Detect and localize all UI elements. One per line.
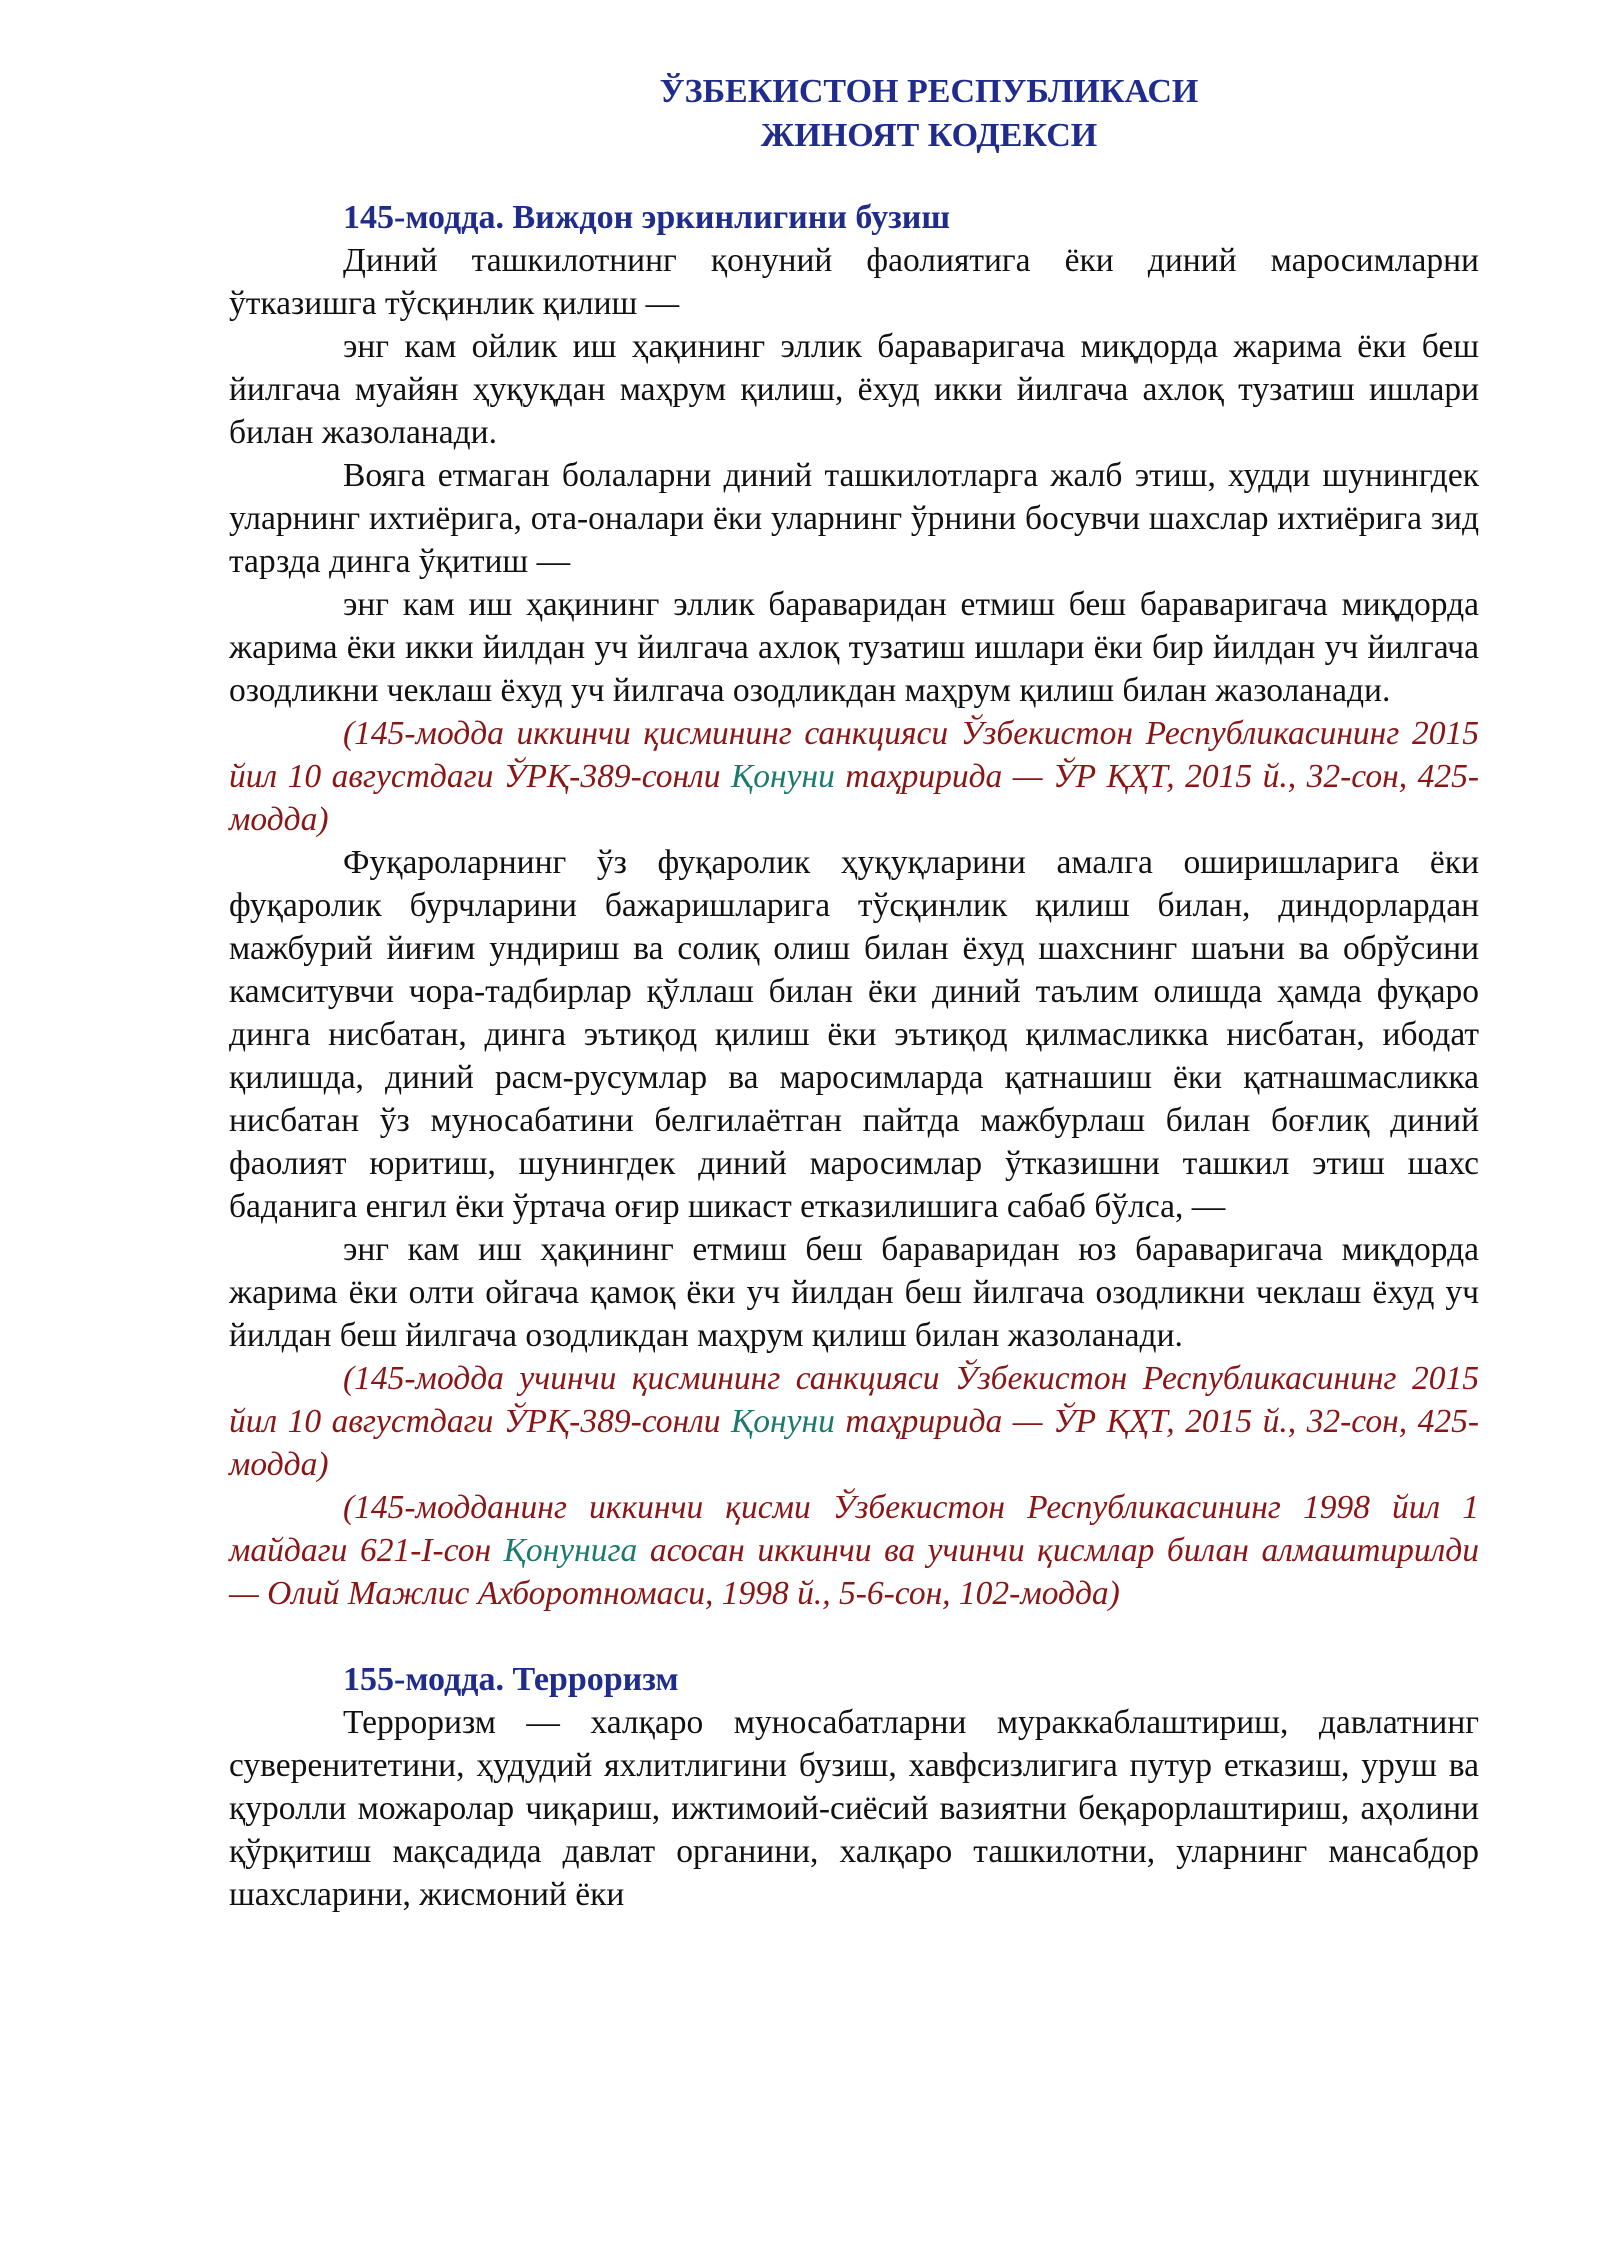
amendment-note-1 — [229, 712, 1479, 841]
amendment-note-2-text-before: (145-модда учинчи қисмининг санкцияси Ўзбекистон Республикасининг 2015 йил 10 августдаги ЎРҚ-389-сонли — [229, 1360, 1479, 1440]
document-title-line-1: ЎЗБЕКИСТОН РЕСПУБЛИКАСИ — [659, 73, 1199, 110]
article-145-penalty-3: энг кам иш ҳақининг етмиш беш бараваридан юз баравaригача миқдорда жарима ёки олти ойгача қамоқ ёки уч йилдан беш йилгача озодликни чеклаш ёхуд уч йилдан беш йилгача озодликдан маҳрум қилиш билан жазоланади. — [229, 1231, 1479, 1354]
article-155 — [229, 1658, 1479, 1916]
amendment-note-3 — [229, 1486, 1479, 1615]
law-link-2[interactable]: Қонуни — [731, 1403, 835, 1440]
document-title — [229, 70, 1479, 158]
article-145-paragraph-1: Диний ташкилотнинг қонуний фаолиятига ёки диний маросимларни ўтказишга тўсқинлик қилиш — — [229, 242, 1479, 322]
amendment-note-1-text-after: таҳририда — ЎР ҚҲТ, 2015 й., 32-сон, 425-модда) — [229, 758, 1479, 838]
article-145-paragraph-2: Вояга етмаган болаларни диний ташкилотларга жалб этиш, худди шунингдек уларнинг ихтиёрига, ота-оналари ёки уларнинг ўрнини босувчи шахслар ихтиёрига зид тарзда динга ўқитиш — — [229, 457, 1479, 580]
amendment-note-3-text-before: (145-модданинг иккинчи қисми Ўзбекистон Республикасининг 1998 йил 1 майдаги 621-I-сон — [229, 1489, 1479, 1569]
amendment-note-2 — [229, 1357, 1479, 1486]
article-155-heading: 155-модда. Терроризм — [343, 1661, 679, 1698]
law-link-3[interactable]: Қонунига — [503, 1532, 638, 1569]
amendment-note-3-text-after: асосан иккинчи ва учинчи қисмлар билан алмаштирилди — Олий Мажлис Ахборотномаси, 1998 й., 5-6-сон, 102-модда) — [229, 1532, 1479, 1612]
amendment-note-2-text-after: таҳририда — ЎР ҚҲТ, 2015 й., 32-сон, 425-модда) — [229, 1403, 1479, 1483]
article-145 — [229, 196, 1479, 1615]
article-155-paragraph-1: Терроризм — халқаро муносабатларни мураккаблаштириш, давлатнинг суверенитетини, ҳудудий яхлитлигини бузиш, хавфсизлигига путур етказиш, уруш ва қуролли можаролар чиқариш, ижтимоий-сиёсий вазиятни беқарорлаштириш, аҳолини қўрқитиш мақсадида давлат органини, халқаро ташкилотни, уларнинг мансабдор шахсларини, жисмоний ёки — [229, 1704, 1479, 1913]
amendment-note-1-text-before: (145-модда иккинчи қисмининг санкцияси Ўзбекистон Республикасининг 2015 йил 10 августдаги ЎРҚ-389-сонли — [229, 715, 1479, 795]
article-145-paragraph-3: Фуқароларнинг ўз фуқаролик ҳуқуқларини амалга оширишларига ёки фуқаролик бурчларини бажаришларига тўсқинлик қилиш билан, диндорлардан мажбурий йиғим ундириш ва солиқ олиш билан ёхуд шахснинг шаъни ва обрўсини камситувчи чора-тадбирлар қўллаш билан ёки диний таълим олишда ҳамда фуқаро динга нисбатан, динга эътиқод қилиш ёки эътиқод қилмасликка нисбатан, ибодат қилишда, диний расм-русумлар ва маросимларда қатнашиш ёки қатнашмасликка нисбатан ўз муносабатини белгилаётган пайтда мажбурлаш билан боғлиқ диний фаолият юритиш, шунингдек диний маросимлар ўтказишни ташкил этиш шахс баданига енгил ёки ўртача оғир шикаст етказилишига сабаб бўлса, — — [229, 844, 1479, 1225]
law-link-1[interactable]: Қонуни — [731, 758, 835, 795]
article-145-penalty-1: энг кам ойлик иш ҳақининг эллик баравaригача миқдорда жарима ёки беш йилгача муайян ҳуқуқдан маҳрум қилиш, ёхуд икки йилгача ахлоқ тузатиш ишлари билан жазоланади. — [229, 328, 1479, 451]
document-title-line-2: ЖИНОЯТ КОДЕКСИ — [760, 117, 1098, 154]
document-content — [229, 70, 1479, 1916]
article-145-heading: 145-модда. Виждон эркинлигини бузиш — [343, 199, 951, 236]
article-145-penalty-2: энг кам иш ҳақининг эллик бараваридан етмиш беш баравaригача миқдорда жарима ёки икки йилдан уч йилгача ахлоқ тузатиш ишлари ёки бир йилдан уч йилгача озодликни чеклаш ёхуд уч йилгача озодликдан маҳрум қилиш билан жазоланади. — [229, 586, 1479, 709]
